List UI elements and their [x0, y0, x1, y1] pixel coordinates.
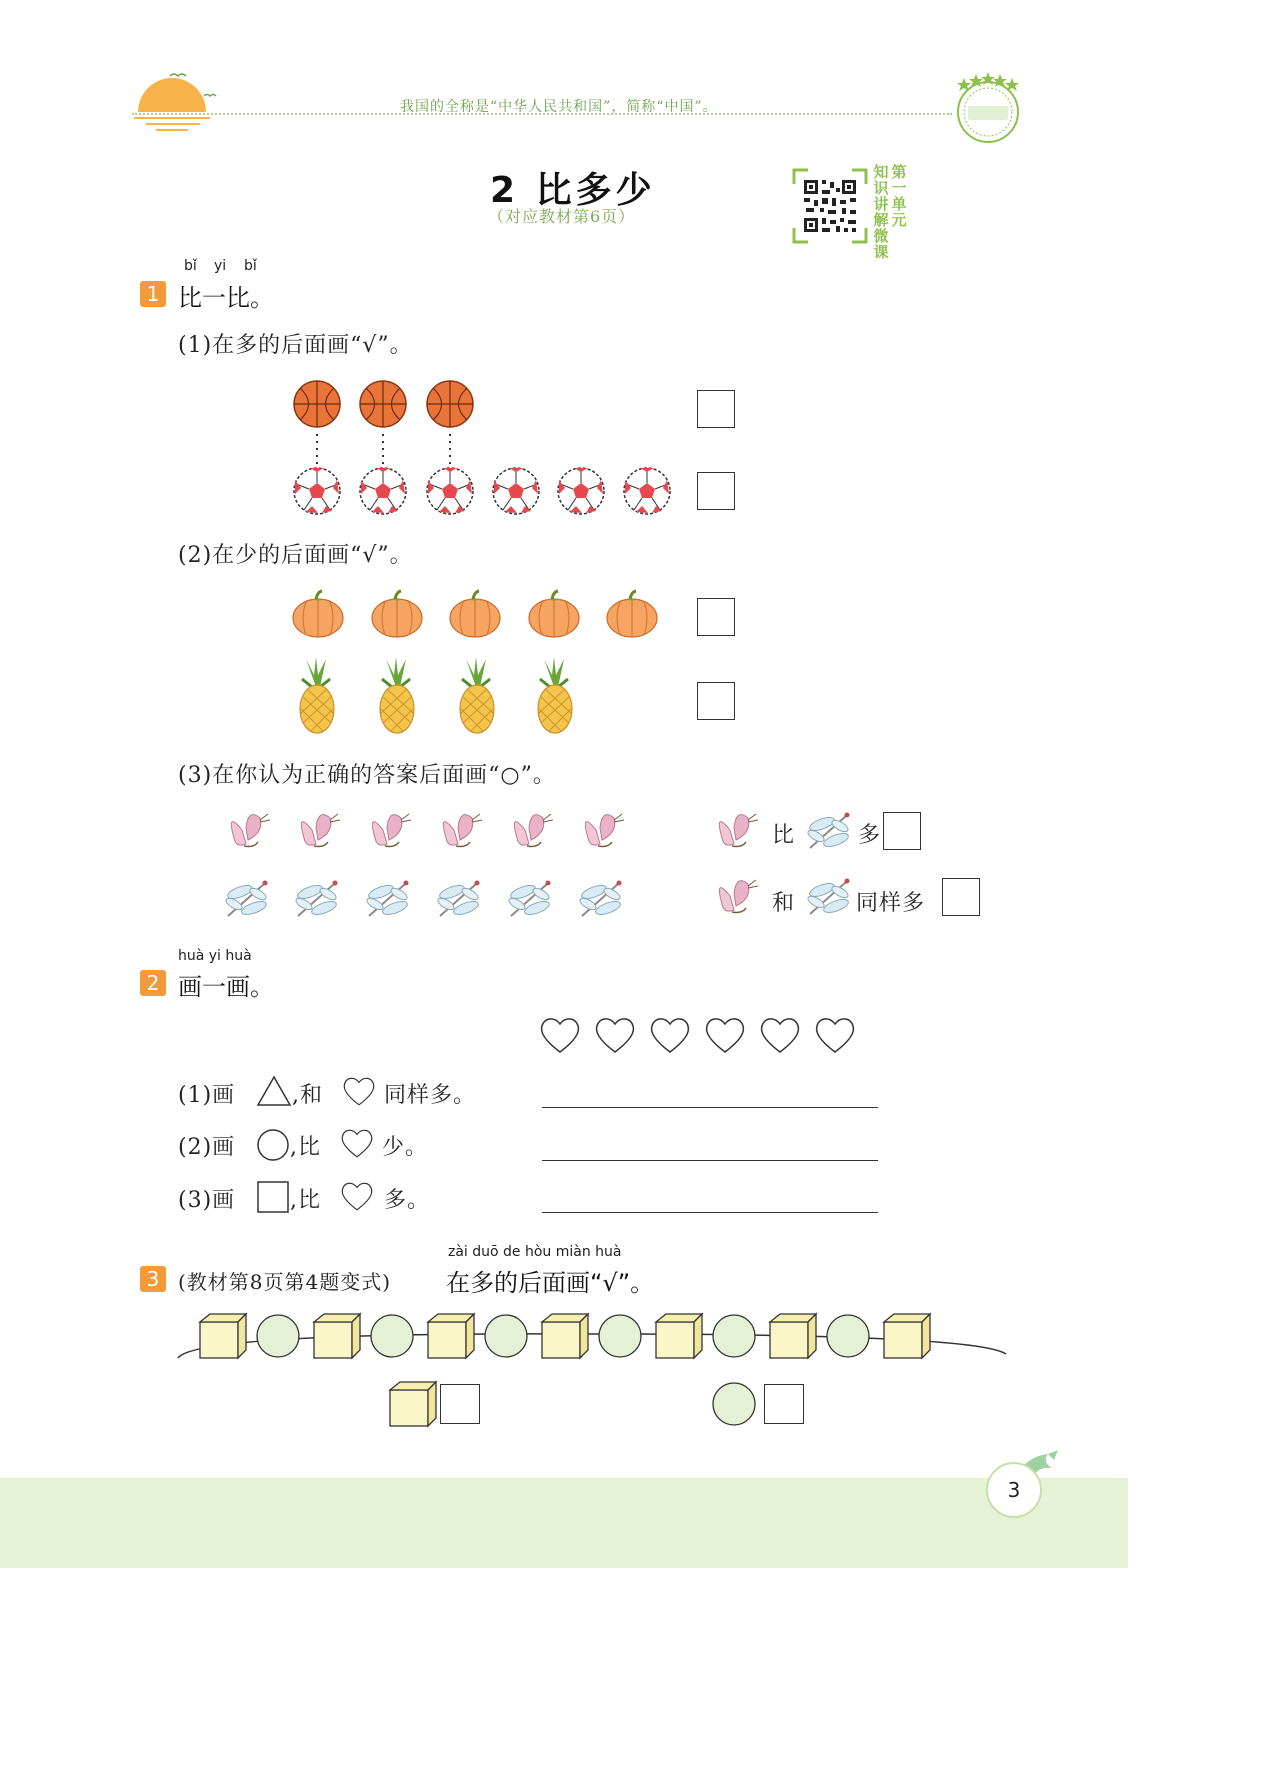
- section2-pinyin: huà yi huà: [178, 948, 252, 964]
- soccer-ball-icon: [493, 468, 539, 514]
- lesson-title: 2 比多少: [490, 170, 656, 211]
- pumpkin-row: [292, 590, 662, 640]
- section1-title: 比一比。: [178, 284, 274, 312]
- butterfly-dragonfly-grid: [224, 808, 634, 924]
- soccer-ball-icon: [624, 468, 670, 514]
- publisher-badge-icon: [952, 68, 1024, 150]
- pinyin-bi1: bǐ: [184, 258, 197, 274]
- butterfly-icon: [231, 814, 270, 847]
- dragonfly-icon: [806, 874, 856, 920]
- heart-icon: [762, 1019, 799, 1052]
- soccer-ball-icon: [294, 468, 340, 514]
- draw-item-3-mid: ,比: [290, 1188, 321, 1213]
- circle-icon: [256, 1128, 290, 1162]
- butterfly-icon: [514, 814, 553, 847]
- soccer-ball-icon: [558, 468, 604, 514]
- basketball-row: [292, 380, 482, 480]
- dragonfly-icon: [365, 881, 409, 918]
- circle-bead-icon: [827, 1315, 869, 1357]
- basketball-icon: [427, 381, 473, 427]
- circle-bead-icon: [257, 1315, 299, 1357]
- circle-bead-icon: [485, 1315, 527, 1357]
- answer-box-soccer[interactable]: [697, 472, 735, 510]
- answer-box-pineapple[interactable]: [697, 682, 735, 720]
- option2-result-word: 同样多: [856, 891, 926, 916]
- header-motto: 我国的全称是“中华人民共和国”，简称“中国”。: [400, 99, 718, 115]
- option1-result-word: 多: [858, 823, 882, 848]
- pineapple-row: [296, 657, 580, 735]
- draw-item-1-mid: ,和: [292, 1083, 323, 1108]
- footer-band: [0, 1478, 1128, 1568]
- heart-icon: [340, 1128, 374, 1160]
- dragonfly-icon: [578, 881, 622, 918]
- hearts-row: [540, 1016, 860, 1056]
- pinyin-bi2: bǐ: [244, 258, 257, 274]
- draw-item-1-prefix: (1)画: [178, 1083, 236, 1108]
- answer-box-option1[interactable]: [883, 812, 921, 850]
- question-1-1: (1)在多的后面画“√”。: [178, 333, 413, 358]
- answer-box-pumpkin[interactable]: [697, 598, 735, 636]
- heart-icon: [597, 1019, 634, 1052]
- basketball-icon: [294, 381, 340, 427]
- section2-title: 画一画。: [178, 973, 274, 1001]
- pineapple-icon: [538, 657, 572, 733]
- heart-icon: [342, 1076, 376, 1108]
- micro-lesson-tag: 知识讲解微课: [873, 163, 889, 261]
- soccer-ball-row: [292, 466, 674, 518]
- qr-code-icon[interactable]: [792, 168, 868, 244]
- question-1-3: (3)在你认为正确的答案后面画“○”。: [178, 763, 556, 788]
- soccer-ball-icon: [427, 468, 473, 514]
- soccer-ball-icon: [360, 468, 406, 514]
- section3-title: 在多的后面画“√”。: [446, 1269, 655, 1297]
- page-number: 3: [986, 1462, 1042, 1518]
- butterfly-icon: [712, 808, 762, 854]
- heart-icon: [340, 1181, 374, 1213]
- circle-bead-icon: [371, 1315, 413, 1357]
- basketball-icon: [360, 381, 406, 427]
- butterfly-icon: [301, 814, 340, 847]
- pineapple-icon: [380, 657, 414, 733]
- draw-item-2-prefix: (2)画: [178, 1135, 236, 1160]
- draw-item-3-prefix: (3)画: [178, 1188, 236, 1213]
- dragonfly-icon: [806, 808, 856, 854]
- answer-box-basketball[interactable]: [697, 390, 735, 428]
- butterfly-icon: [585, 814, 624, 847]
- circle-bead-icon: [713, 1315, 755, 1357]
- draw-item-2-suffix: 少。: [382, 1135, 429, 1160]
- circle-bead-icon: [712, 1378, 760, 1428]
- section-number-badge: 3: [140, 1266, 166, 1292]
- dragonfly-icon: [294, 881, 338, 918]
- section3-source: (教材第8页第4题变式): [178, 1270, 392, 1294]
- pineapple-icon: [460, 657, 494, 733]
- cube-bead-icon: [200, 1314, 246, 1358]
- pumpkin-icon: [607, 591, 657, 637]
- option2-compare-word: 和: [772, 891, 796, 916]
- pumpkin-icon: [450, 591, 500, 637]
- answer-box-option2[interactable]: [942, 878, 980, 916]
- pumpkin-icon: [529, 591, 579, 637]
- draw-item-2-mid: ,比: [290, 1135, 321, 1160]
- cube-bead-icon: [314, 1314, 360, 1358]
- butterfly-icon: [372, 814, 411, 847]
- section-number-badge: 2: [140, 970, 166, 996]
- pumpkin-icon: [372, 591, 422, 637]
- cube-bead-icon: [884, 1314, 930, 1358]
- draw-item-3-suffix: 多。: [384, 1188, 431, 1213]
- cube-bead-icon: [428, 1314, 474, 1358]
- cube-bead-icon: [656, 1314, 702, 1358]
- dragonfly-icon: [224, 881, 268, 918]
- option1-compare-word: 比: [772, 823, 796, 848]
- lesson-subtitle: （对应教材第6页）: [488, 207, 636, 226]
- pumpkin-icon: [293, 591, 343, 637]
- pineapple-icon: [300, 657, 334, 733]
- pinyin-yi: yi: [214, 258, 227, 274]
- heart-icon: [652, 1019, 689, 1052]
- circle-bead-icon: [599, 1315, 641, 1357]
- dragonfly-icon: [507, 881, 551, 918]
- bead-string: [176, 1310, 1010, 1370]
- answer-line-3[interactable]: [542, 1212, 878, 1213]
- heart-icon: [817, 1019, 854, 1052]
- dragonfly-icon: [436, 881, 480, 918]
- butterfly-icon: [712, 874, 762, 920]
- section3-pinyin: zài duō de hòu miàn huà: [448, 1244, 622, 1260]
- cube-bead-icon: [770, 1314, 816, 1358]
- heart-icon: [707, 1019, 744, 1052]
- section-number-badge: 1: [140, 281, 166, 307]
- answer-line-2[interactable]: [542, 1160, 878, 1161]
- answer-box-cube[interactable]: [440, 1384, 480, 1424]
- sunset-logo-icon: [132, 68, 222, 138]
- cube-bead-icon: [542, 1314, 588, 1358]
- cube-bead-icon: [388, 1378, 438, 1428]
- answer-line-1[interactable]: [542, 1107, 878, 1108]
- triangle-icon: [256, 1074, 292, 1108]
- butterfly-icon: [443, 814, 482, 847]
- square-icon: [256, 1180, 290, 1214]
- answer-box-circle[interactable]: [764, 1384, 804, 1424]
- unit-tag: 第一单元: [891, 163, 907, 229]
- question-1-2: (2)在少的后面画“√”。: [178, 543, 413, 568]
- heart-icon: [542, 1019, 579, 1052]
- draw-item-1-suffix: 同样多。: [384, 1083, 477, 1108]
